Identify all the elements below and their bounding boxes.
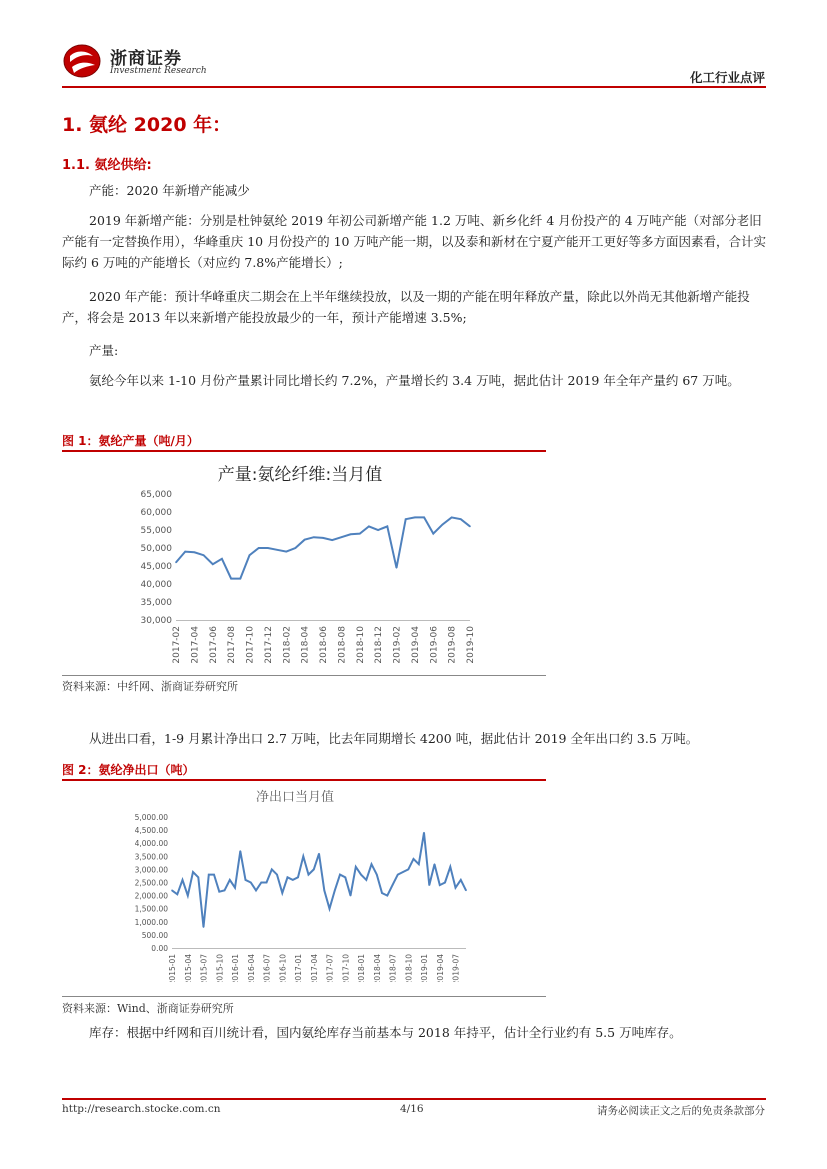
y-tick-label: 2,500.00 bbox=[134, 878, 168, 888]
y-tick-label: 500.00 bbox=[141, 930, 168, 940]
figure2-source: 资料来源：Wind、浙商证券研究所 bbox=[62, 1002, 234, 1015]
figure1-top-rule bbox=[62, 450, 546, 452]
paragraph-output-label: 产量: bbox=[89, 343, 119, 358]
chart-title: 净出口当月值 bbox=[255, 790, 335, 805]
data-point bbox=[175, 562, 177, 564]
data-point bbox=[444, 882, 446, 884]
x-tick-label: 2017-04 bbox=[309, 954, 319, 982]
x-tick-label: 2017-12 bbox=[263, 626, 274, 664]
data-point bbox=[203, 554, 205, 556]
data-point bbox=[344, 876, 346, 878]
data-point bbox=[381, 892, 383, 894]
x-tick-label: 2016-10 bbox=[278, 954, 288, 982]
x-tick-label: 2015-01 bbox=[168, 954, 177, 982]
data-point bbox=[432, 533, 434, 535]
figure2-caption: 图 2：氨纶净出口（吨） bbox=[62, 763, 195, 777]
x-tick-label: 2017-08 bbox=[227, 626, 238, 664]
y-tick-label: 65,000 bbox=[140, 490, 172, 500]
series-line bbox=[172, 833, 466, 927]
data-point bbox=[276, 549, 278, 551]
data-point bbox=[224, 890, 226, 892]
page-number: 4/16 bbox=[400, 1103, 424, 1115]
y-tick-label: 60,000 bbox=[140, 508, 172, 518]
data-point bbox=[292, 879, 294, 881]
data-point bbox=[387, 526, 389, 528]
data-point bbox=[250, 882, 252, 884]
data-point bbox=[255, 890, 257, 892]
y-tick-label: 40,000 bbox=[140, 580, 172, 590]
data-point bbox=[407, 869, 409, 871]
footer-rule bbox=[62, 1098, 766, 1100]
data-point bbox=[365, 879, 367, 881]
data-point bbox=[442, 524, 444, 526]
data-point bbox=[397, 874, 399, 876]
data-point bbox=[418, 863, 420, 865]
y-tick-label: 2,000.00 bbox=[134, 891, 168, 901]
data-point bbox=[377, 529, 379, 531]
data-point bbox=[308, 874, 310, 876]
data-point bbox=[439, 884, 441, 886]
data-point bbox=[281, 892, 283, 894]
footer-disclaimer: 请务必阅读正文之后的免责条款部分 bbox=[597, 1105, 765, 1117]
data-point bbox=[221, 558, 223, 560]
subsection-heading: 1.1. 氨纶供给: bbox=[62, 158, 152, 173]
data-point bbox=[318, 853, 320, 855]
data-point bbox=[184, 551, 186, 553]
data-point bbox=[323, 890, 325, 892]
paragraph-output: 氨纶今年以来 1-10 月份产量累计同比增长约 7.2%，产量增长约 3.4 万吨，据此估计 2019 年全年产量约 67 万吨。 bbox=[89, 373, 740, 388]
data-point bbox=[240, 578, 242, 580]
data-point bbox=[469, 526, 471, 528]
data-point bbox=[368, 526, 370, 528]
data-point bbox=[197, 876, 199, 878]
data-point bbox=[428, 884, 430, 886]
x-tick-label: 2018-06 bbox=[319, 626, 329, 664]
figure2-chart bbox=[100, 782, 500, 982]
data-point bbox=[434, 863, 436, 865]
data-point bbox=[295, 547, 297, 549]
data-point bbox=[192, 871, 194, 873]
y-tick-label: 0.00 bbox=[151, 944, 168, 953]
data-point bbox=[413, 858, 415, 860]
data-point bbox=[396, 567, 398, 569]
data-point bbox=[460, 879, 462, 881]
x-tick-label: 2018-08 bbox=[337, 626, 348, 664]
x-tick-label: 2017-04 bbox=[190, 626, 201, 664]
data-point bbox=[258, 547, 260, 549]
data-point bbox=[187, 895, 189, 897]
x-tick-label: 2018-10 bbox=[355, 626, 366, 664]
data-point bbox=[339, 874, 341, 876]
data-point bbox=[460, 518, 462, 520]
footer-url[interactable]: http://research.stocke.com.cn bbox=[62, 1103, 221, 1115]
data-point bbox=[182, 879, 184, 881]
data-point bbox=[355, 866, 357, 868]
data-point bbox=[229, 879, 231, 881]
data-point bbox=[194, 552, 196, 554]
paragraph-capacity: 产能：2020 年新增产能减少 bbox=[89, 183, 250, 198]
data-point bbox=[449, 866, 451, 868]
data-point bbox=[230, 578, 232, 580]
data-point bbox=[371, 863, 373, 865]
x-tick-label: 2019-10 bbox=[466, 626, 476, 664]
data-point bbox=[260, 882, 262, 884]
y-tick-label: 50,000 bbox=[140, 544, 172, 554]
y-tick-label: 3,000.00 bbox=[134, 865, 168, 875]
x-tick-label: 2018-04 bbox=[300, 626, 311, 664]
data-point bbox=[359, 533, 361, 535]
data-point bbox=[350, 534, 352, 536]
x-tick-label: 2016-04 bbox=[246, 954, 256, 982]
x-tick-label: 2018-02 bbox=[282, 626, 293, 664]
data-point bbox=[334, 890, 336, 892]
data-point bbox=[313, 869, 315, 871]
data-point bbox=[208, 874, 210, 876]
y-tick-label: 1,500.00 bbox=[134, 904, 168, 914]
y-tick-label: 55,000 bbox=[140, 526, 172, 536]
x-tick-label: 2015-07 bbox=[199, 954, 209, 982]
x-tick-label: 2017-02 bbox=[172, 626, 182, 664]
x-tick-label: 2018-04 bbox=[372, 954, 382, 982]
data-point bbox=[171, 890, 173, 892]
data-point bbox=[249, 554, 251, 556]
report-type: 化工行业点评 bbox=[689, 70, 765, 85]
data-point bbox=[287, 876, 289, 878]
logo bbox=[62, 40, 104, 80]
paragraph-export: 从进出口看，1-9 月累计净出口 2.7 万吨，比去年同期增长 4200 吨，据此估计 2019 全年出口约 3.5 万吨。 bbox=[89, 731, 699, 746]
data-point bbox=[203, 926, 205, 928]
header-rule bbox=[62, 86, 766, 88]
y-tick-label: 4,500.00 bbox=[134, 826, 168, 836]
data-point bbox=[304, 539, 306, 541]
data-point bbox=[405, 518, 407, 520]
paragraph-2020-capacity: 2020 年产能：预计华峰重庆二期会在上半年继续投放，以及一期的产能在明年释放产量，除此以外尚无其他新增产能投产，将会是 2013 年以来新增产能投放最少的一年，预计产能增速 3.5%; bbox=[62, 289, 750, 325]
data-point bbox=[239, 850, 241, 852]
x-tick-label: 2016-01 bbox=[231, 954, 240, 982]
x-tick-label: 2018-12 bbox=[374, 626, 385, 664]
data-point bbox=[302, 856, 304, 858]
section-heading: 1. 氨纶 2020 年： bbox=[62, 114, 232, 136]
data-point bbox=[266, 882, 268, 884]
figure1-bottom-rule bbox=[62, 675, 546, 676]
x-tick-label: 2019-04 bbox=[410, 626, 421, 664]
x-tick-label: 2017-01 bbox=[294, 954, 303, 982]
figure2-top-rule bbox=[62, 779, 546, 781]
x-tick-label: 2017-10 bbox=[245, 626, 256, 664]
paragraph-inventory: 库存：根据中纤网和百川统计看，国内氨纶库存当前基本与 2018 年持平，估计全行业约有 5.5 万吨库存。 bbox=[89, 1025, 682, 1040]
data-point bbox=[329, 908, 331, 910]
data-point bbox=[423, 517, 425, 519]
y-tick-label: 3,500.00 bbox=[134, 852, 168, 862]
chart-title: 产量:氨纶纤维:当月值 bbox=[217, 465, 383, 485]
x-tick-label: 2017-06 bbox=[208, 626, 219, 664]
data-point bbox=[376, 874, 378, 876]
y-tick-label: 45,000 bbox=[140, 562, 172, 572]
x-tick-label: 2017-10 bbox=[341, 954, 351, 982]
paragraph-2019-capacity: 2019 年新增产能：分别是杜钟氨纶 2019 年初公司新增产能 1.2 万吨、新乡化纤 4 月份投产的 4 万吨产能（对部分老旧产能有一定替换作用），华峰重庆 10 月份投产的 10 万吨产能一期，以及泰和新材在宁夏产能开工更好等多方面因素看，合计实际约 6 万吨的产能增长（对应约 7.8%产能增长）; bbox=[62, 213, 766, 270]
net-export-chart bbox=[100, 782, 500, 982]
data-point bbox=[331, 539, 333, 541]
data-point bbox=[455, 887, 457, 889]
data-point bbox=[402, 871, 404, 873]
x-tick-label: 2015-10 bbox=[215, 954, 225, 982]
figure1-source: 资料来源：中纤网、浙商证券研究所 bbox=[62, 680, 238, 693]
x-tick-label: 2019-06 bbox=[429, 626, 440, 664]
x-tick-label: 2018-01 bbox=[357, 954, 366, 982]
data-point bbox=[392, 884, 394, 886]
data-point bbox=[271, 869, 273, 871]
y-tick-label: 1,000.00 bbox=[134, 917, 168, 927]
data-point bbox=[213, 874, 215, 876]
data-point bbox=[297, 876, 299, 878]
y-tick-label: 5,000.00 bbox=[134, 813, 168, 822]
x-tick-label: 2018-10 bbox=[404, 954, 414, 982]
data-point bbox=[176, 893, 178, 895]
x-tick-label: 2019-04 bbox=[435, 954, 445, 982]
x-tick-label: 2017-07 bbox=[325, 954, 335, 982]
figure1-chart bbox=[100, 456, 520, 676]
y-tick-label: 4,000.00 bbox=[134, 839, 168, 849]
data-point bbox=[276, 874, 278, 876]
production-chart bbox=[100, 456, 520, 676]
series-line bbox=[176, 517, 470, 578]
x-tick-label: 2019-01 bbox=[420, 954, 429, 982]
data-point bbox=[267, 547, 269, 549]
company-name-cn: 浙商证券 bbox=[110, 49, 182, 69]
data-point bbox=[451, 517, 453, 519]
data-point bbox=[218, 891, 220, 893]
y-tick-label: 35,000 bbox=[140, 598, 172, 608]
data-point bbox=[212, 563, 214, 565]
figure2-bottom-rule bbox=[62, 996, 546, 997]
data-point bbox=[313, 536, 315, 538]
data-point bbox=[350, 895, 352, 897]
data-point bbox=[414, 517, 416, 519]
data-point bbox=[386, 895, 388, 897]
x-tick-label: 2019-08 bbox=[447, 626, 458, 664]
x-tick-label: 2019-07 bbox=[451, 954, 461, 982]
data-point bbox=[341, 536, 343, 538]
x-tick-label: 2015-04 bbox=[183, 954, 193, 982]
data-point bbox=[360, 874, 362, 876]
data-point bbox=[245, 879, 247, 881]
y-tick-label: 30,000 bbox=[140, 616, 172, 626]
data-point bbox=[423, 832, 425, 834]
data-point bbox=[285, 551, 287, 553]
logo-mark-icon bbox=[62, 40, 104, 80]
data-point bbox=[465, 890, 467, 892]
data-point bbox=[322, 537, 324, 539]
figure1-caption: 图 1：氨纶产量（吨/月） bbox=[62, 434, 199, 448]
x-tick-label: 2016-07 bbox=[262, 954, 272, 982]
company-name-en: Investment Research bbox=[110, 66, 207, 76]
x-tick-label: 2018-07 bbox=[388, 954, 398, 982]
data-point bbox=[234, 887, 236, 889]
x-tick-label: 2019-02 bbox=[392, 626, 403, 664]
